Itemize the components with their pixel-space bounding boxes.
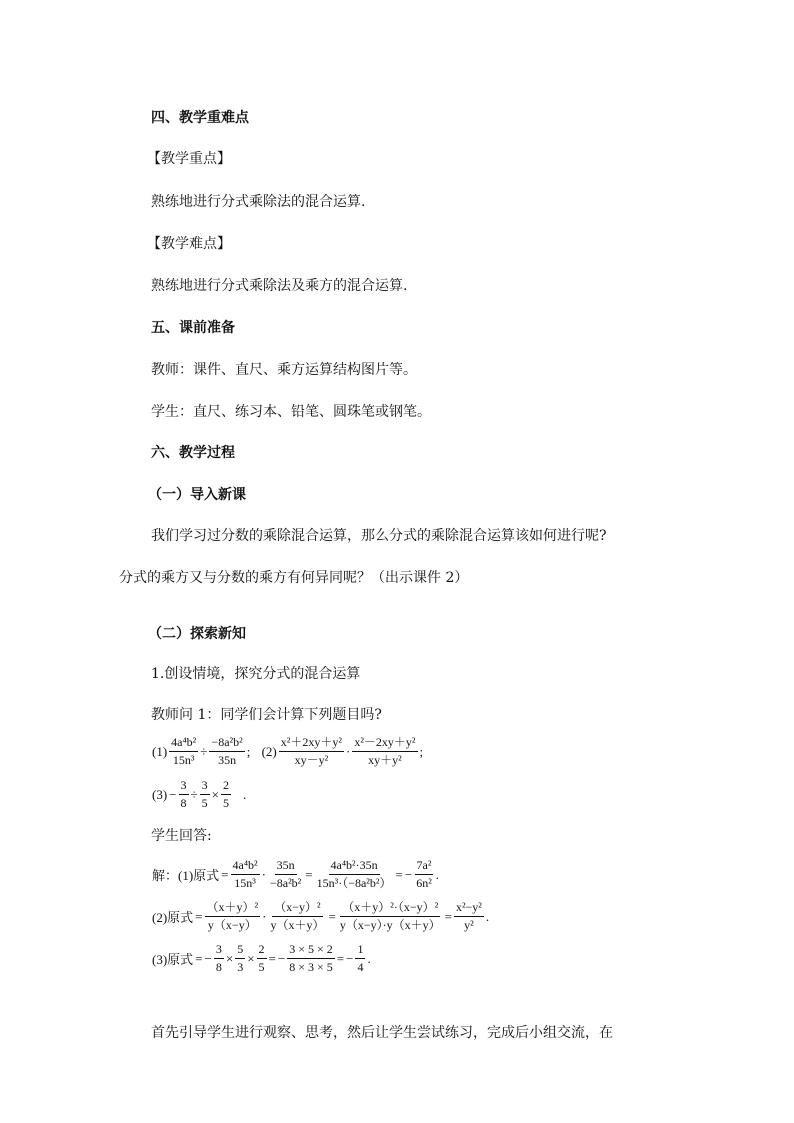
question-line-1: (1) $\frac{\text{4a⁴b²}}{\text{15n³}}$ ÷ $\frac{\text{−8a²b²}}{35n}$ ; (2) $\frac{\text{x²＋2xy＋y²}}{\text{xy－y²}}$ · $\frac{\text{x²－2xy＋y²}}{\text{xy＋y²}}$ ; bbox=[152, 735, 424, 767]
difficult-point-tag: 【教学难点】 bbox=[147, 236, 231, 252]
section-heading-5: 五、课前准备 bbox=[151, 320, 235, 336]
student-preparation: 学生：直尺、练习本、铅笔、圆珠笔或钢笔。 bbox=[151, 404, 431, 420]
fraction: $\frac{1}{4}$ bbox=[357, 942, 364, 974]
fraction: $\frac{3}{8}$ bbox=[215, 942, 222, 974]
question-line-3: (3) − $\frac{3}{8}$ ÷ $\frac{3}{5}$ × $\frac{2}{5}$ . bbox=[152, 778, 247, 810]
fraction: $\frac{5}{3}$ bbox=[237, 942, 244, 974]
explore-item-1: 1.创设情境，探究分式的混合运算 bbox=[151, 666, 361, 682]
section-heading-4: 四、教学重难点 bbox=[151, 110, 249, 126]
key-point-tag: 【教学重点】 bbox=[147, 151, 231, 167]
teacher-question-1: 教师问 1：同学们会计算下列题目吗? bbox=[151, 707, 382, 723]
fraction: $\frac{\text{4a⁴b²}}{\text{15n³}}$ bbox=[171, 735, 197, 767]
subsection-explore: （二）探索新知 bbox=[148, 626, 246, 642]
fraction: $\frac{2}{5}$ bbox=[258, 942, 265, 974]
section-heading-6: 六、教学过程 bbox=[151, 445, 235, 461]
subsection-intro: （一）导入新课 bbox=[148, 487, 246, 503]
teacher-preparation: 教师：课件、直尺、乘方运算结构图片等。 bbox=[151, 362, 417, 378]
fraction: $\frac{\text{4a⁴b²·35n}}{\text{15n³·（−8a²b²）}}$ bbox=[316, 858, 392, 890]
intro-paragraph-line-2: 分式的乘方又与分数的乘方有何异同呢？（出示课件 2） bbox=[119, 570, 469, 586]
answer-line-3: (3)原式 = − $\frac{3}{8}$ × $\frac{5}{3}$ × $\frac{2}{5}$ = − $\frac{3 \times 5 \times 2}{8 \times 3 \times 5}$ = − $\frac{1}{4}$ . bbox=[152, 942, 371, 974]
key-point-text: 熟练地进行分式乘除法的混合运算. bbox=[151, 194, 366, 210]
fraction: $\frac{\text{x²－2xy＋y²}}{\text{xy＋y²}}$ bbox=[354, 735, 416, 767]
student-answer-label: 学生回答: bbox=[151, 828, 212, 844]
fraction: $\frac{\text{4a⁴b²}}{\text{15n³}}$ bbox=[232, 858, 258, 890]
fraction: $\frac{3}{5}$ bbox=[201, 778, 208, 810]
label-1: (1) bbox=[152, 743, 168, 759]
fraction: $\frac{\text{x²＋2xy＋y²}}{\text{xy－y²}}$ bbox=[280, 735, 342, 767]
guide-paragraph: 首先引导学生进行观察、思考，然后让学生尝试练习，完成后小组交流，在 bbox=[151, 1025, 613, 1041]
label-3: (3) bbox=[152, 786, 168, 802]
fraction: $\frac{3}{8}$ bbox=[180, 778, 187, 810]
fraction: $\frac{\text{−8a²b²}}{35n}$ bbox=[211, 735, 243, 767]
answer-line-1: 解：(1)原式 = $\frac{\text{4a⁴b²}}{\text{15n³}}$ · $\frac{35n}{\text{−8a²b²}}$ = $\frac{\text{4a⁴b²·35n}}{\text{15n³·（−8a²b²）}}$ = − $\frac{\text{7a²}}{\text{6n²}}$ . bbox=[152, 858, 440, 890]
fraction: $\frac{\text{7a²}}{\text{6n²}}$ bbox=[416, 858, 432, 890]
fraction: $\frac{\text{（x＋y）²·（x−y）²}}{y(x-y)\cdot y(x+y)}$ bbox=[339, 900, 441, 932]
fraction: $\frac{\text{（x＋y）²}}{y(x-y)}$ bbox=[206, 900, 259, 932]
difficult-point-text: 熟练地进行分式乘除法及乘方的混合运算. bbox=[151, 278, 408, 294]
answer-line-2: (2)原式 = $\frac{\text{（x＋y）²}}{y(x-y)}$ · $\frac{\text{（x−y）²}}{y(x+y)}$ = $\frac{\text{（x＋y）²·（x−y）²}}{y(x-y)\cdot y(x+y)}$ = $\frac{\text{x²−y²}}{\text{y²}}$ . bbox=[152, 900, 490, 932]
intro-paragraph-line-1: 我们学习过分数的乘除混合运算，那么分式的乘除混合运算该如何进行呢? bbox=[151, 528, 607, 544]
fraction: $\frac{3 \times 5 \times 2}{8 \times 3 \times 5}$ bbox=[289, 942, 333, 974]
fraction: $\frac{2}{5}$ bbox=[223, 778, 229, 810]
fraction: $\frac{35n}{\text{−8a²b²}}$ bbox=[269, 858, 302, 890]
fraction: $\frac{\text{（x−y）²}}{y(x+y)}$ bbox=[270, 900, 325, 932]
fraction: $\frac{\text{x²−y²}}{\text{y²}}$ bbox=[455, 900, 482, 932]
label-2: (2) bbox=[261, 743, 277, 759]
